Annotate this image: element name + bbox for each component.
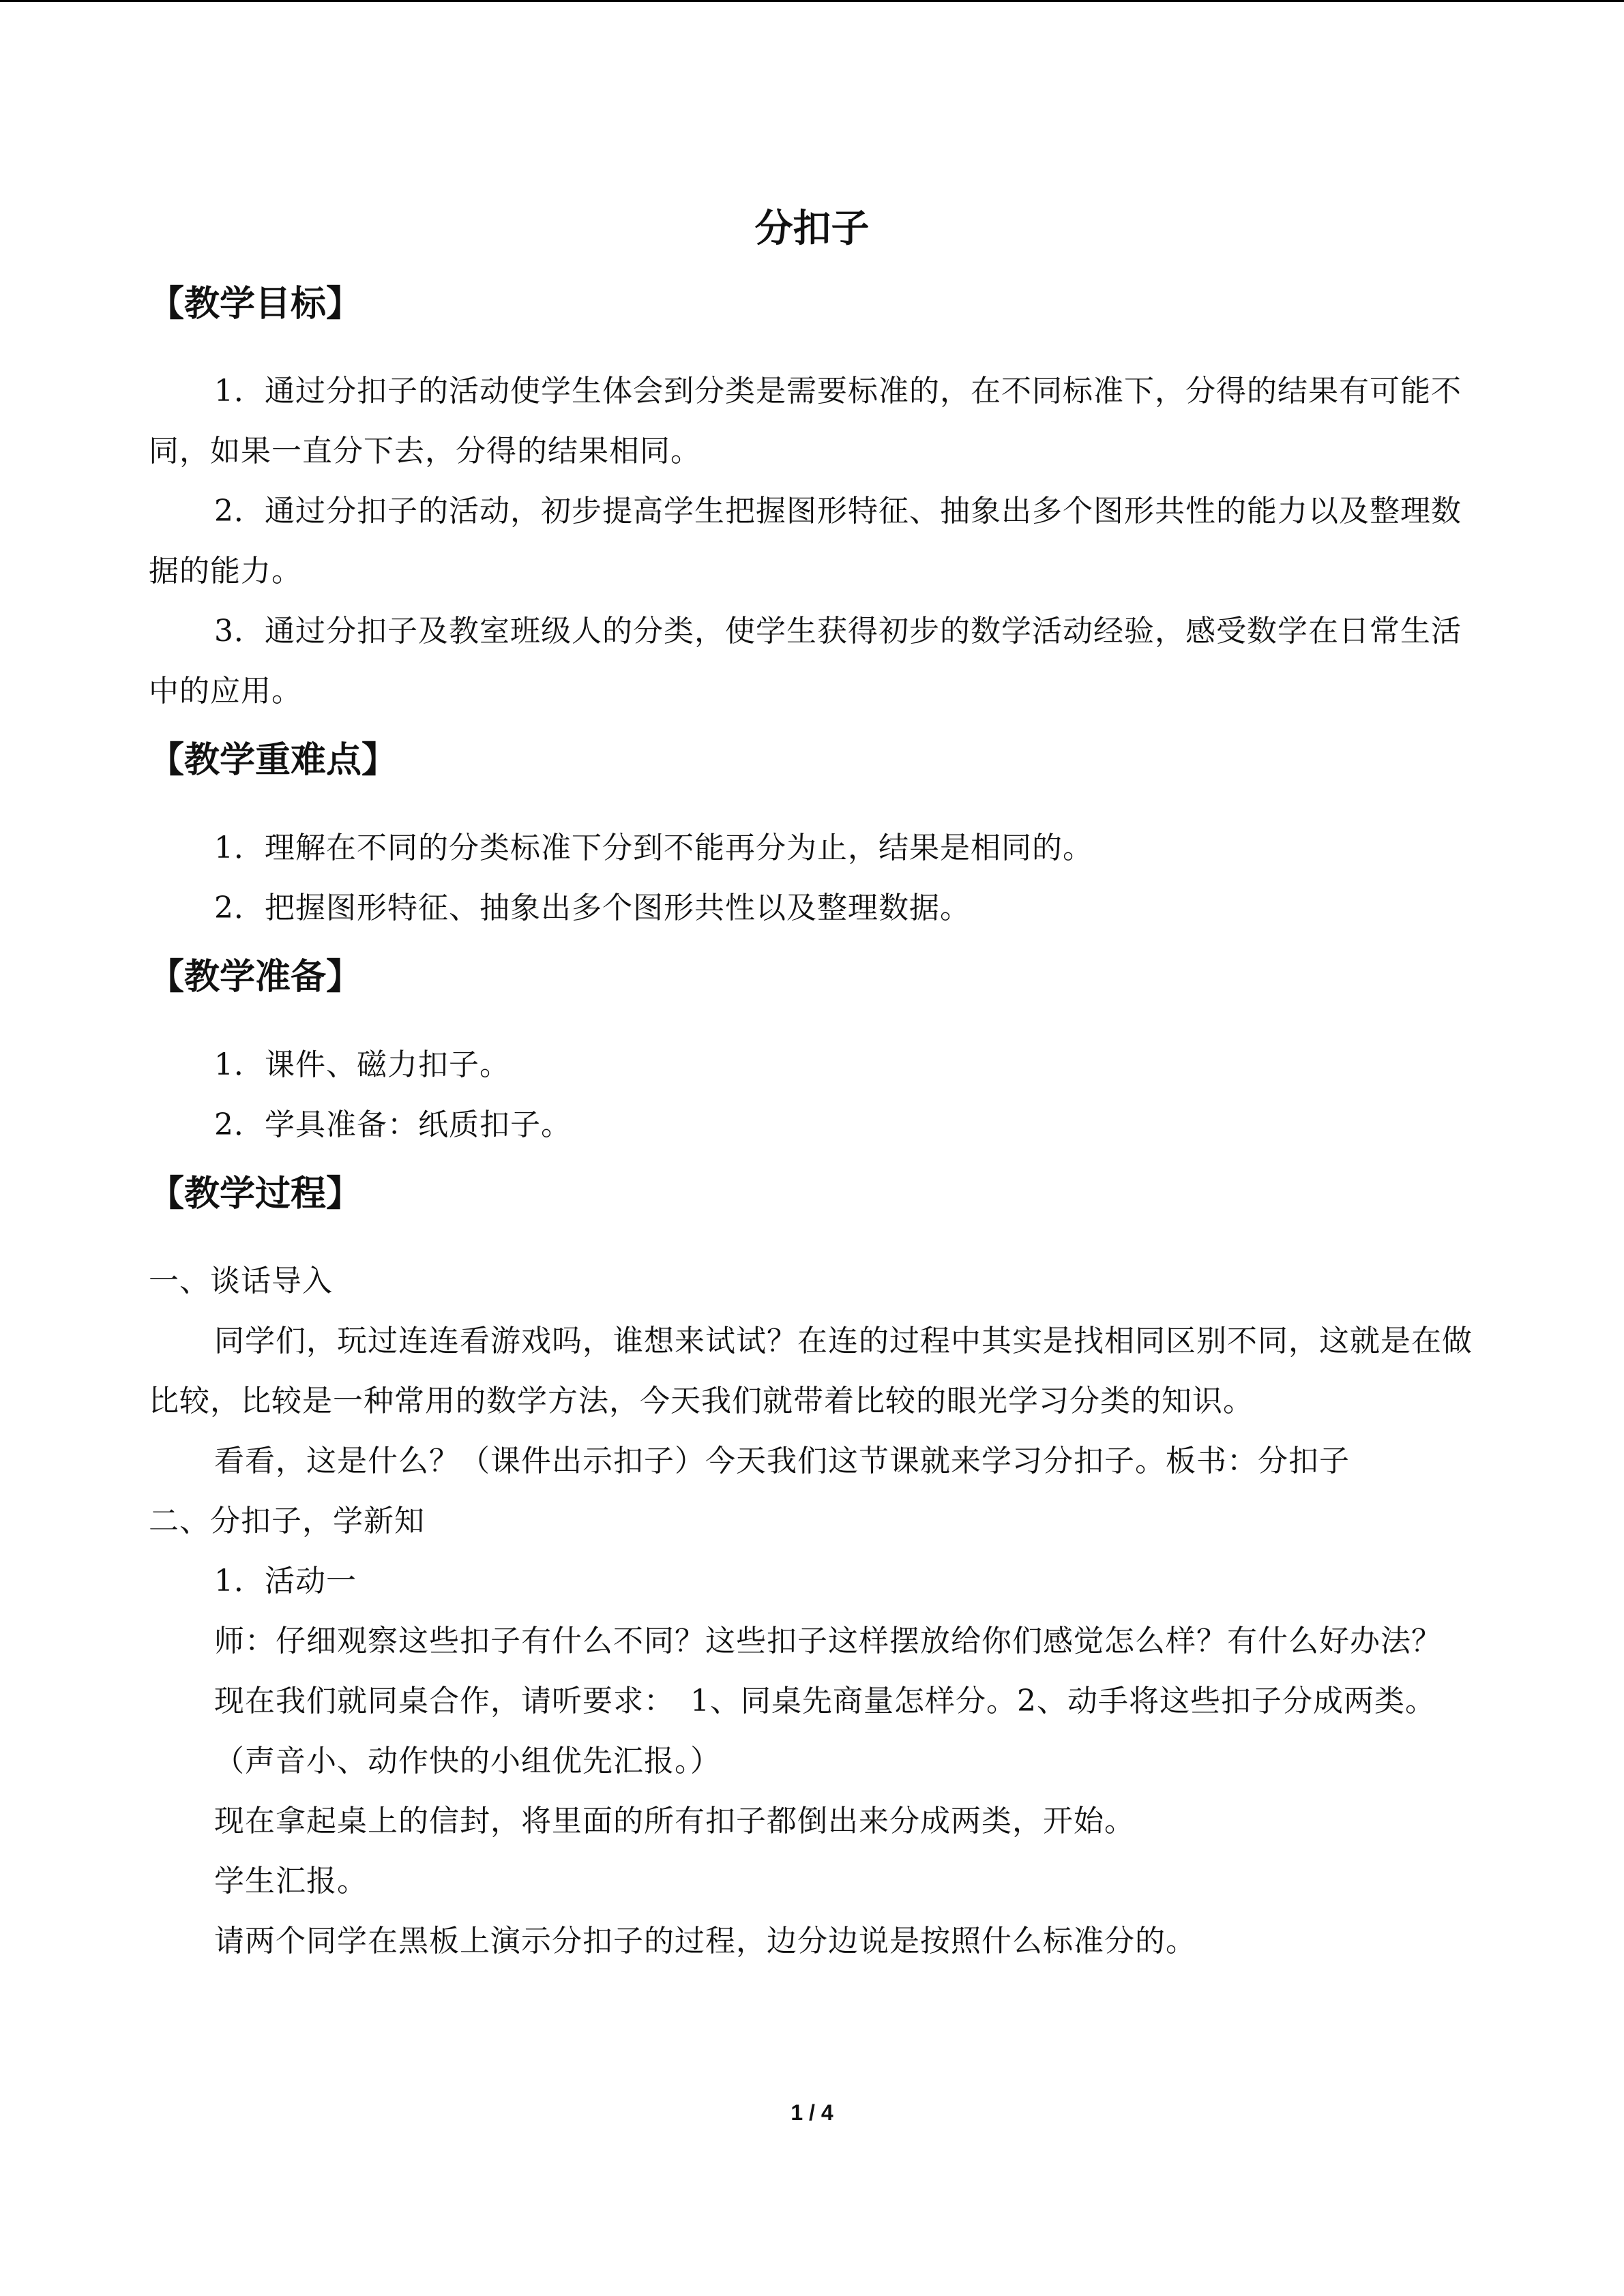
- process-paragraph: 现在拿起桌上的信封，将里面的所有扣子都倒出来分成两类，开始。: [214, 1804, 1135, 1839]
- process-part-title: 二、分扣子，学新知: [149, 1504, 425, 1539]
- activity-label: 1．活动一: [214, 1564, 357, 1599]
- process-paragraph: 看看，这是什么？（课件出示扣子）今天我们这节课就来学习分扣子。板书：分扣子: [214, 1444, 1350, 1479]
- process-paragraph: 师：仔细观察这些扣子有什么不同？这些扣子这样摆放给你们感觉怎么样？有什么好办法？: [214, 1624, 1442, 1659]
- process-paragraph: 学生汇报。: [214, 1864, 368, 1899]
- process-paragraph: 请两个同学在黑板上演示分扣子的过程，边分边说是按照什么标准分的。: [214, 1924, 1196, 1959]
- section-heading-prep: 【教学准备】: [149, 956, 362, 998]
- prep-item: 2．学具准备：纸质扣子。: [214, 1107, 572, 1142]
- prep-item: 1．课件、磁力扣子。: [214, 1047, 510, 1082]
- keypoint-item: 2．把握图形特征、抽象出多个图形共性以及整理数据。: [214, 890, 971, 925]
- section-heading-keypoints: 【教学重难点】: [149, 740, 398, 781]
- top-border-rule: [0, 0, 1624, 2]
- process-part-title: 一、谈话导入: [149, 1264, 333, 1299]
- section-heading-process: 【教学过程】: [149, 1173, 362, 1214]
- goal-item: 3．通过分扣子及教室班级人的分类，使学生获得初步的数学活动经验，感受数学在日常生活中的应用。: [149, 614, 1462, 709]
- document-page: [149, 205, 1475, 1971]
- goal-item: 2．通过分扣子的活动，初步提高学生把握图形特征、抽象出多个图形共性的能力以及整理数据的能力。: [149, 494, 1462, 589]
- process-paragraph: （声音小、动作快的小组优先汇报。）: [214, 1744, 721, 1779]
- section-heading-goals: 【教学目标】: [149, 283, 362, 325]
- document-title: 分扣子: [754, 207, 870, 251]
- goal-item: 1．通过分扣子的活动使学生体会到分类是需要标准的，在不同标准下，分得的结果有可能不同，如果一直分下去，分得的结果相同。: [149, 374, 1462, 469]
- page-number: 1 / 4: [791, 2100, 833, 2125]
- keypoint-item: 1．理解在不同的分类标准下分到不能再分为止，结果是相同的。: [214, 830, 1093, 865]
- process-paragraph: 现在我们就同桌合作，请听要求： 1、同桌先商量怎样分。2、动手将这些扣子分成两类。: [214, 1684, 1436, 1719]
- process-paragraph: 同学们，玩过连连看游戏吗，谁想来试试？在连的过程中其实是找相同区别不同，这就是在做比较，比较是一种常用的数学方法，今天我们就带着比较的眼光学习分类的知识。: [149, 1324, 1473, 1419]
